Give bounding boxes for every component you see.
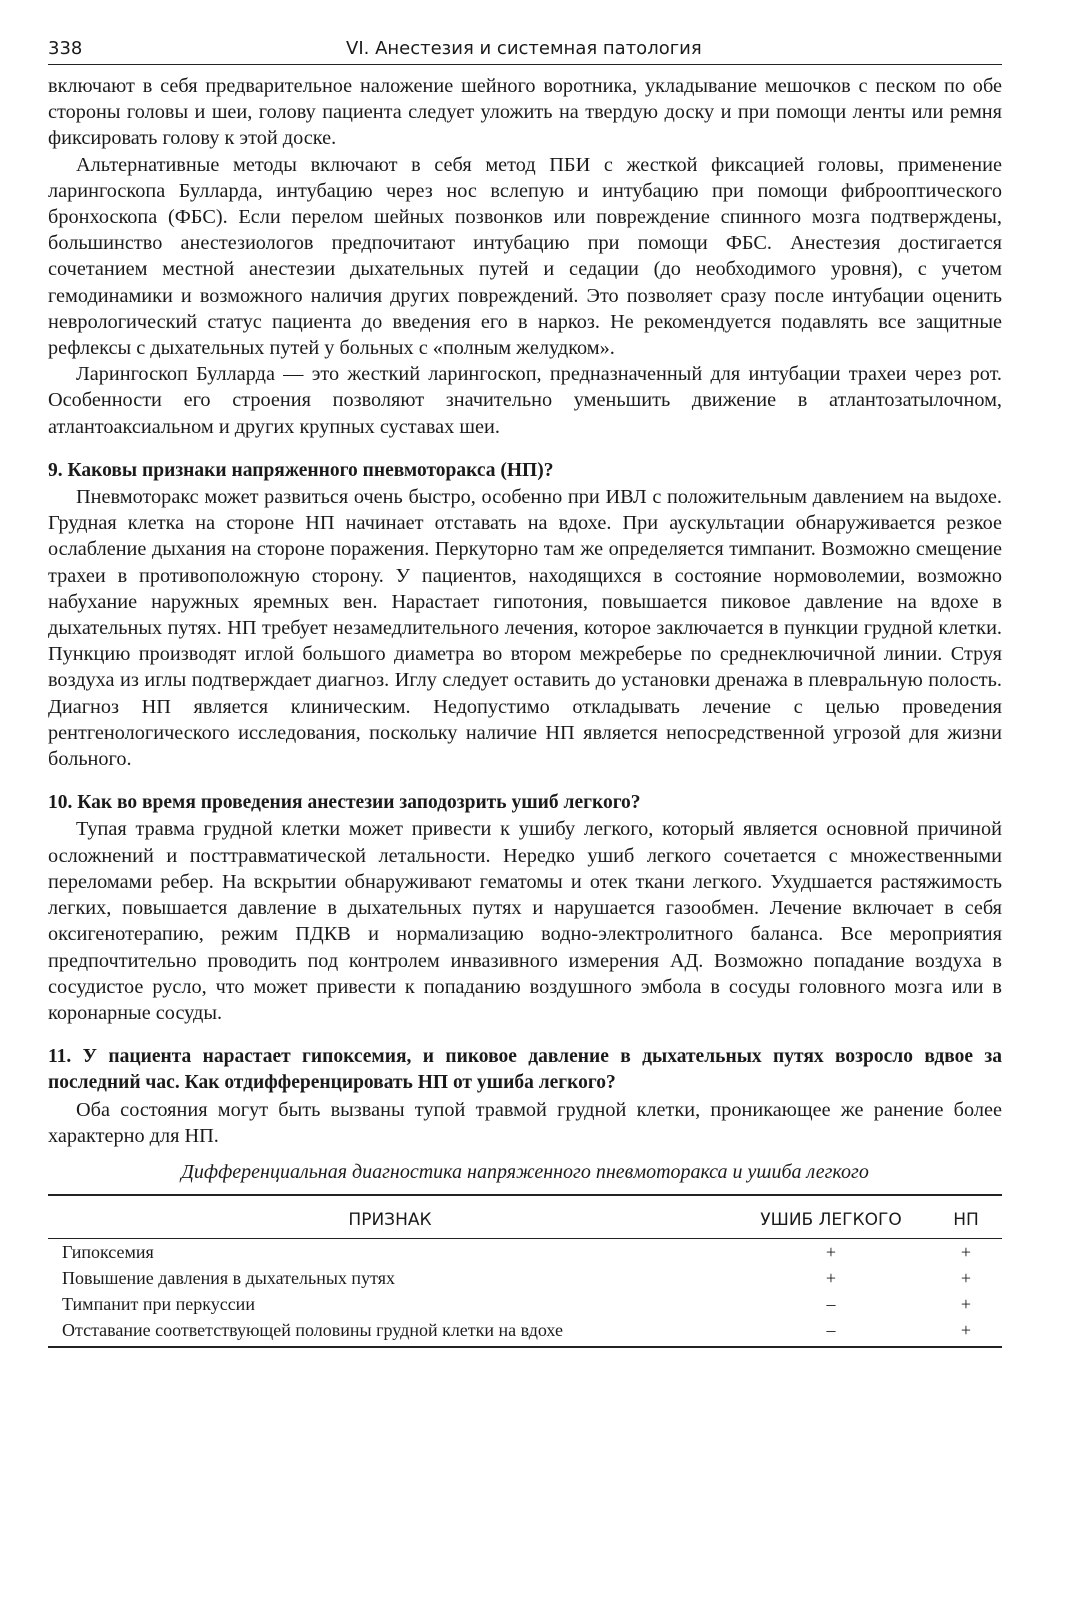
- table-row: [48, 1291, 1002, 1317]
- row-contusion-value: –: [732, 1317, 930, 1347]
- row-contusion-value: +: [825, 1267, 837, 1288]
- column-header-sign: ПРИЗНАК: [48, 1195, 732, 1239]
- question-10-answer: Тупая травма грудной клетки может привести к ушибу легкого, который является основной причиной осложнений и посттравматической летальности. Нередко ушиб легкого сочетается с множественными переломами ребер. На вскрытии обнаруживают гематомы и отек ткани легкого. Ухудшается растяжимость легких, повышается давление в дыхательных путях и нарушается газообмен. Лечение включает в себя оксигенотерапию, режим ПДКВ и нормализацию водно-электролитного баланса. Все мероприятия предпочтительно проводить под контролем инвазивного измерения АД. Возможно попадание воздуха в сосудистое русло, что может привести к попаданию воздушного эмбола в сосуды головного мозга или в коронарные сосуды.: [48, 818, 1002, 1024]
- row-pneumothorax-value: +: [960, 1267, 972, 1288]
- table-row: [48, 1317, 1002, 1347]
- table-header-row: [48, 1195, 1002, 1239]
- page-body: [48, 73, 1002, 1149]
- page-number: 338: [48, 38, 83, 59]
- row-sign: Тимпанит при перкуссии: [62, 1293, 255, 1314]
- column-header-lung-contusion: УШИБ ЛЕГКОГО: [732, 1195, 930, 1239]
- row-pneumothorax-value: +: [930, 1317, 1002, 1347]
- paragraph-alternative-methods: Альтернативные методы включают в себя метод ПБИ с жесткой фиксацией головы, применение ларингоскопа Булларда, интубацию через нос вслепую и интубацию при помощи фиброоптического бронхоскопа (ФБС). Если перелом шейных позвонков или повреждение спинного мозга подтверждены, большинство анестезиологов предпочитают интубацию при помощи ФБС. Анестезия достигается сочетанием местной анестезии дыхательных путей и седации (до необходимого уровня), с учетом гемодинамики и возможного наличия других повреждений. Это позволяет сразу после интубации оценить неврологический статус пациента до введения его в наркоз. Не рекомендуется подавлять все защитные рефлексы с дыхательных путей у больных с «полным желудком».: [48, 153, 1002, 360]
- question-9-answer: Пневмоторакс может развиться очень быстро, особенно при ИВЛ с положительным давлением на выдохе. Грудная клетка на стороне НП начинает отставать на вдохе. При аускультации обнаруживается резкое ослабление дыхания на стороне поражения. Перкуторно там же определяется тимпанит. Возможно смещение трахеи в противоположную сторону. У пациентов, находящихся в состояние нормоволемии, возможно набухание наружных яремных вен. Нарастает гипотония, повышается пиковое давление на вдохе в дыхательных путях. НП требует незамедлительного лечения, которое заключается в пункции грудной клетки. Пункцию производят иглой большого диаметра во втором межреберье по среднеключичной линии. Струя воздуха из иглы подтверждает диагноз. Иглу следует оставить до установки дренажа в плевральную полость. Диагноз НП является клиническим. Недопустимо откладывать лечение с целью проведения рентгенологического исследования, поскольку наличие НП является непосредственной угрозой для жизни больного.: [48, 486, 1002, 771]
- row-contusion-value: +: [825, 1241, 837, 1262]
- row-pneumothorax-value: +: [960, 1241, 972, 1262]
- paragraph-continued: включают в себя предварительное наложение шейного воротника, укладывание мешочков с песком по обе стороны головы и шеи, голову пациента следует уложить на твердую доску и при помощи ленты или ремня фиксировать голову к этой доске.: [48, 75, 1002, 150]
- row-pneumothorax-value: +: [960, 1293, 972, 1314]
- table-row: [48, 1265, 1002, 1291]
- paragraph-bullard-laryngoscope: Ларингоскоп Булларда — это жесткий ларингоскоп, предназначенный для интубации трахеи через рот. Особенности его строения позволяют значительно уменьшить движение в атлантозатылочном, атлантоаксиальном и других крупных суставах шеи.: [48, 363, 1002, 438]
- question-11-answer: Оба состояния могут быть вызваны тупой травмой грудной клетки, проникающее же ранение более характерно для НП.: [48, 1098, 1002, 1147]
- question-9-heading: 9. Каковы признаки напряженного пневмоторакса (НП)?: [48, 459, 554, 481]
- running-header: [48, 34, 1002, 65]
- row-sign: Гипоксемия: [62, 1241, 154, 1262]
- row-contusion-value: –: [826, 1293, 836, 1314]
- differential-diagnosis-table: [48, 1194, 1002, 1348]
- question-11-heading: 11. У пациента нарастает гипоксемия, и пиковое давление в дыхательных путях возросло вдвое за последний час. Как отдифференцировать НП от ушиба легкого?: [48, 1046, 1002, 1094]
- row-sign: Отставание соответствующей половины грудной клетки на вдохе: [48, 1317, 732, 1347]
- book-page: [48, 34, 1002, 1348]
- row-sign: Повышение давления в дыхательных путях: [62, 1267, 395, 1288]
- table-caption: Дифференциальная диагностика напряженного пневмоторакса и ушиба легкого: [181, 1160, 869, 1183]
- table-row: [48, 1238, 1002, 1265]
- column-header-tension-pneumothorax: НП: [930, 1195, 1002, 1239]
- question-10-heading: 10. Как во время проведения анестезии заподозрить ушиб легкого?: [48, 792, 641, 814]
- running-title: VI. Анестезия и системная патология: [346, 38, 702, 59]
